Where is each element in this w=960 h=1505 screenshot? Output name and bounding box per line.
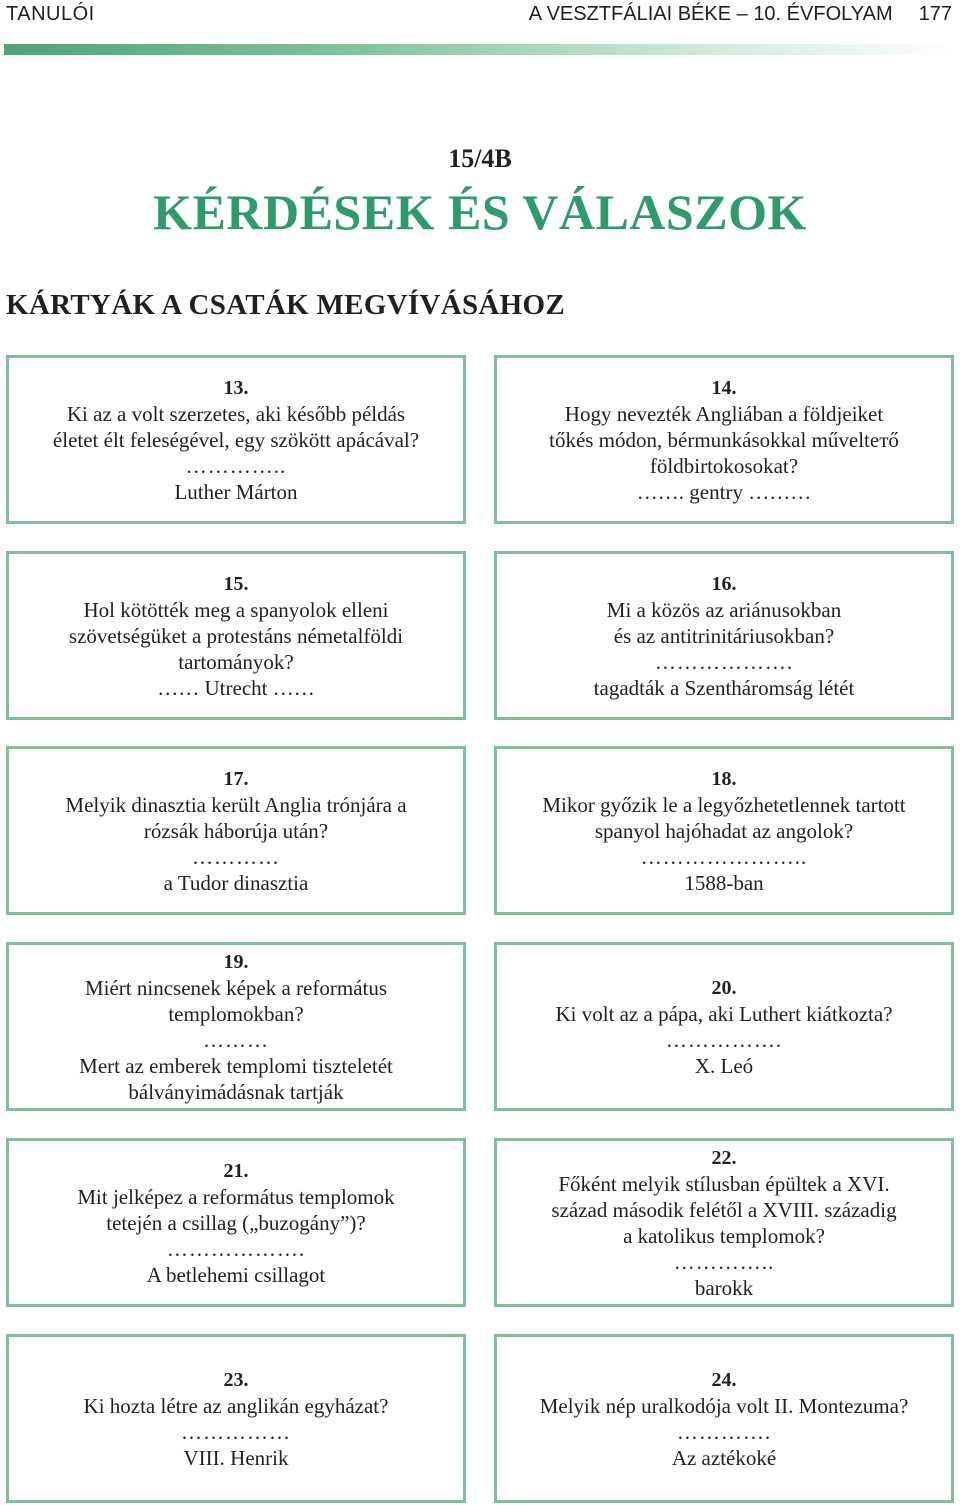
card-question-line: Melyik nép uralkodója volt II. Montezuma? (539, 1393, 909, 1418)
card-answer-dots: ………….. (185, 453, 287, 478)
card-23 (6, 1334, 466, 1503)
card-answer: a Tudor dinasztia (163, 870, 309, 895)
card-question-line: Mikor győzik le a legyőzhetetlennek tartott (542, 792, 906, 817)
page-number: 177 (918, 3, 952, 25)
card-answer: bálványimádásnak tartják (128, 1079, 344, 1104)
header-gradient-rule (4, 44, 956, 55)
card-question-line: templomokban? (168, 1001, 304, 1026)
card-answer: A betlehemi csillagot (146, 1262, 326, 1287)
card-question-line: tartományok? (178, 649, 294, 674)
card-answer: VIII. Henrik (183, 1445, 289, 1470)
card-answer: ……. gentry ……… (636, 479, 812, 504)
page-header (0, 0, 960, 30)
card-answer-dots: …………… (181, 1419, 291, 1444)
card-question-line: tetején a csillag („buzogány”)? (106, 1210, 366, 1235)
card-17 (6, 746, 466, 915)
card-answer: barokk (694, 1275, 754, 1300)
card-question-line: szövetségüket a protestáns németalföldi (68, 623, 404, 648)
card-question-line: Ki volt az a pápa, aki Luthert kiátkozta? (555, 1001, 893, 1026)
card-number: 24. (711, 1368, 737, 1391)
card-answer-dots: ………………. (166, 1236, 306, 1261)
card-14 (494, 355, 954, 524)
card-answer: Az aztékoké (671, 1445, 777, 1470)
card-question-line: Mit jelképez a református templomok (77, 1184, 395, 1209)
card-answer-dots: ………… (192, 844, 280, 869)
card-question-line: tőkés módon, bérmunkásokkal művelteтő (549, 427, 899, 452)
card-answer-dots: ………………. (654, 649, 794, 674)
card-16 (494, 551, 954, 720)
card-15 (6, 551, 466, 720)
card-question-line: életet élt feleségével, egy szökött apácával? (52, 427, 420, 452)
card-number: 16. (711, 572, 737, 595)
card-answer-dots: ……… (203, 1027, 269, 1052)
card-number: 20. (711, 976, 737, 999)
card-question-line: Hol kötötték meg a spanyolok elleni (83, 597, 389, 622)
card-number: 17. (223, 767, 249, 790)
card-number: 15. (223, 572, 249, 595)
card-question-line: Miért nincsenek képek a református (84, 975, 388, 1000)
card-question-line: Mi a közös az ariánusokban (606, 597, 842, 622)
section-subtitle: KÁRTYÁK A CSATÁK MEGVÍVÁSÁHOZ (6, 289, 566, 321)
card-21 (6, 1138, 466, 1307)
page-title: KÉRDÉSEK ÉS VÁLASZOK (153, 184, 807, 240)
card-number: 13. (223, 376, 249, 399)
card-question-line: Hogy nevezték Angliában a földjeiket (564, 401, 884, 426)
card-question-line: földbirtokosokat? (649, 453, 799, 478)
card-20 (494, 942, 954, 1111)
card-answer-dots: ………………….. (640, 844, 808, 869)
card-answer: X. Leó (694, 1053, 754, 1078)
card-answer: …… Utrecht …… (157, 675, 315, 700)
card-question-line: rózsák háborúja után? (143, 818, 329, 843)
card-question-line: és az antitrinitáriusokban? (613, 623, 835, 648)
card-question-line: Főként melyik stílusban épültek a XVI. (558, 1171, 890, 1196)
card-answer: Mert az emberek templomi tiszteletét (79, 1053, 393, 1078)
card-13 (6, 355, 466, 524)
card-answer-dots: ………….. (673, 1249, 775, 1274)
card-22 (494, 1138, 954, 1307)
card-number: 18. (711, 767, 737, 790)
card-number: 23. (223, 1368, 249, 1391)
header-section-label: TANULÓI (6, 3, 95, 25)
card-number: 19. (223, 950, 249, 973)
card-question-line: Ki hozta létre az anglikán egyházat? (83, 1393, 389, 1418)
card-answer: tagadták a Szentháromság létét (593, 675, 855, 700)
card-number: 14. (711, 376, 737, 399)
header-chapter-text: A VESZTFÁLIAI BÉKE – 10. ÉVFOLYAM (528, 3, 893, 25)
card-number: 21. (223, 1159, 249, 1182)
card-number: 22. (711, 1146, 737, 1169)
card-answer: Luther Márton (174, 479, 298, 504)
card-19 (6, 942, 466, 1111)
card-24 (494, 1334, 954, 1503)
card-question-line: spanyol hajóhadat az angolok? (594, 818, 854, 843)
card-answer: 1588-ban (684, 870, 764, 895)
section-number: 15/4B (448, 144, 512, 173)
card-question-line: Ki az a volt szerzetes, aki később példás (66, 401, 406, 426)
header-chapter-title (529, 3, 952, 26)
card-question-line: század második felétől a XVIII. századig (551, 1197, 897, 1222)
card-answer-dots: …………. (676, 1419, 772, 1444)
card-question-line: Melyik dinasztia került Anglia trónjára a (65, 792, 407, 817)
card-18 (494, 746, 954, 915)
card-answer-dots: ……………. (665, 1027, 783, 1052)
card-question-line: a katolikus templomok? (623, 1223, 825, 1248)
